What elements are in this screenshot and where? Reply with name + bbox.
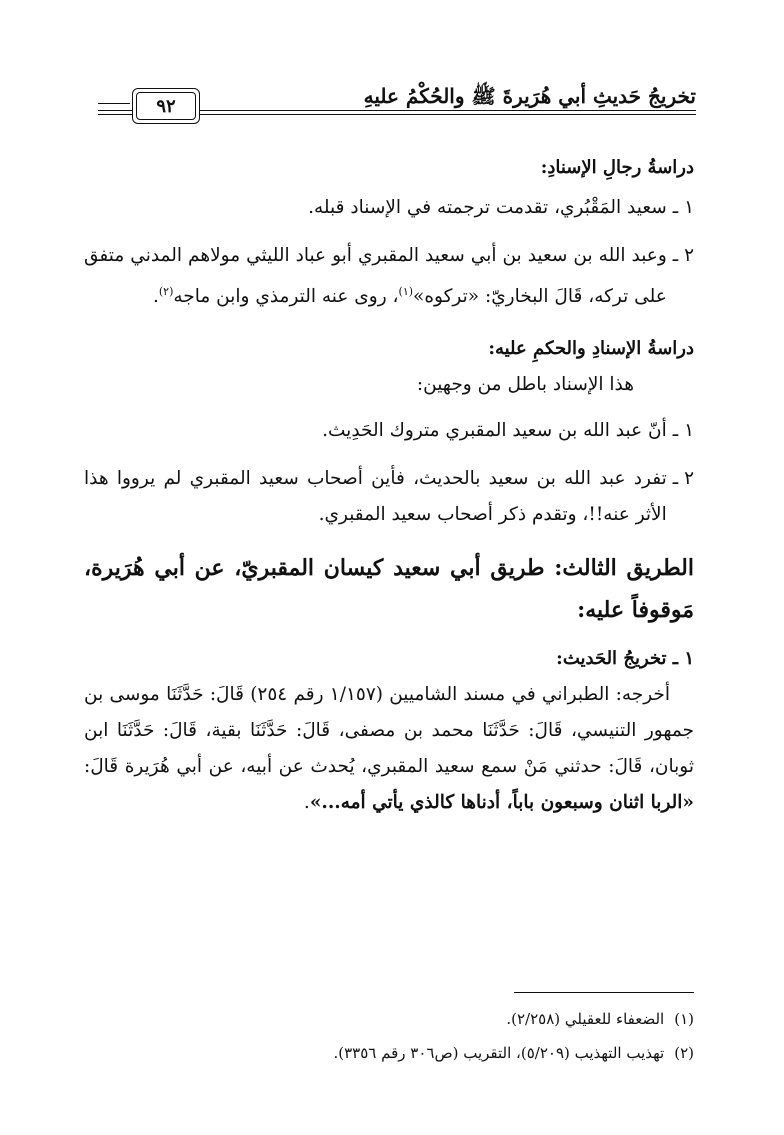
list-number: ١ ـ: [672, 197, 694, 218]
list-text-part: ، روى عنه الترمذي وابن ماجه: [173, 286, 399, 308]
header-title: تخريجُ حَديثِ أبي هُرَيرةَ ﷺ والحُكْمُ عليهِ: [363, 84, 696, 108]
footnote-number: (١): [674, 1010, 694, 1028]
section-heading-third-path: الطريق الثالث: طريق أبي سعيد كيسان المقبريّ، عن أبي هُرَيرة، مَوقوفاً عليه:: [84, 555, 694, 624]
list-text-part: وعبد الله بن سعيد بن أبي سعيد المقبري أبو عباد الليثي مولاهم المدني متفق على تركه، قَالَ البخاريّ: «تركوه»: [84, 245, 667, 308]
hadith-quote: «الربا اثنان وسبعون باباً، أدناها كالذي يأتي أمه...»: [309, 792, 694, 814]
takhrij-paragraph: [84, 677, 694, 821]
page-number-frame: [98, 85, 176, 123]
paragraph-text: أخرجه: الطبراني في مسند الشاميين (١/١٥٧ رقم ٢٥٤) قَالَ: حَدَّثَنَا موسى بن جمهور التنيسي، قَالَ: حَدَّثَنَا محمد بن مصفى، قَالَ: حَدَّثَنَا بقية، قَالَ: حَدَّثَنَا ابن ثوبان، قَالَ: حدثني مَنْ سمع سعيد المقبري، يُحدث عن أبيه، عن أبي هُرَيرة قَالَ:: [84, 684, 694, 778]
footnote-text: تهذيب التهذيب (٥/٢٠٩)، التقريب (ص٣٠٦ رقم ٣٣٥٦).: [333, 1044, 665, 1062]
page-number-box: [132, 88, 200, 124]
list-text: أنّ عبد الله بن سعيد المقبري متروك الحَدِيث.: [322, 420, 667, 442]
list-number: ٢ ـ: [672, 245, 694, 266]
list-item: [84, 461, 694, 533]
section-heading-ruling: دراسةُ الإسنادِ والحكمِ عليه:: [488, 338, 694, 360]
list-item: [84, 190, 694, 226]
footnote-ref: (١): [398, 285, 414, 298]
intro-text: هذا الإسناد باطل من وجهين:: [416, 374, 634, 396]
footnote-separator: [514, 992, 694, 993]
page-number-rule: [98, 103, 130, 111]
footnote: [84, 1036, 694, 1070]
footnote-number: (٢): [674, 1044, 694, 1062]
list-item: [84, 238, 694, 315]
list-item: [84, 413, 694, 449]
section-heading-narrators: دراسةُ رجالِ الإسنادِ:: [540, 157, 694, 178]
footnote: [84, 1002, 694, 1036]
list-number: ١ ـ: [672, 420, 694, 442]
list-text: سعيد المَقْبُري، تقدمت ترجمته في الإسناد قبله.: [308, 197, 667, 218]
list-number: ٢ ـ: [672, 468, 694, 490]
list-text-part: .: [152, 286, 159, 308]
footnote-ref: (٢): [158, 285, 174, 298]
footnotes: [84, 1002, 694, 1070]
list-text: [84, 238, 667, 315]
page-number: ٩٢: [136, 92, 196, 120]
paragraph-end: .: [303, 792, 310, 814]
footnote-text: الضعفاء للعقيلي (٢/٢٥٨).: [506, 1010, 665, 1028]
section-heading-takhrij: ١ ـ تخريجُ الحَديث:: [556, 648, 694, 670]
list-text: تفرد عبد الله بن سعيد بالحديث، فأين أصحاب سعيد المقبري لم يرووا هذا الأثر عنه!!، وتقدم ذكر أصحاب سعيد المقبري.: [84, 468, 667, 526]
page-body: [84, 150, 694, 821]
